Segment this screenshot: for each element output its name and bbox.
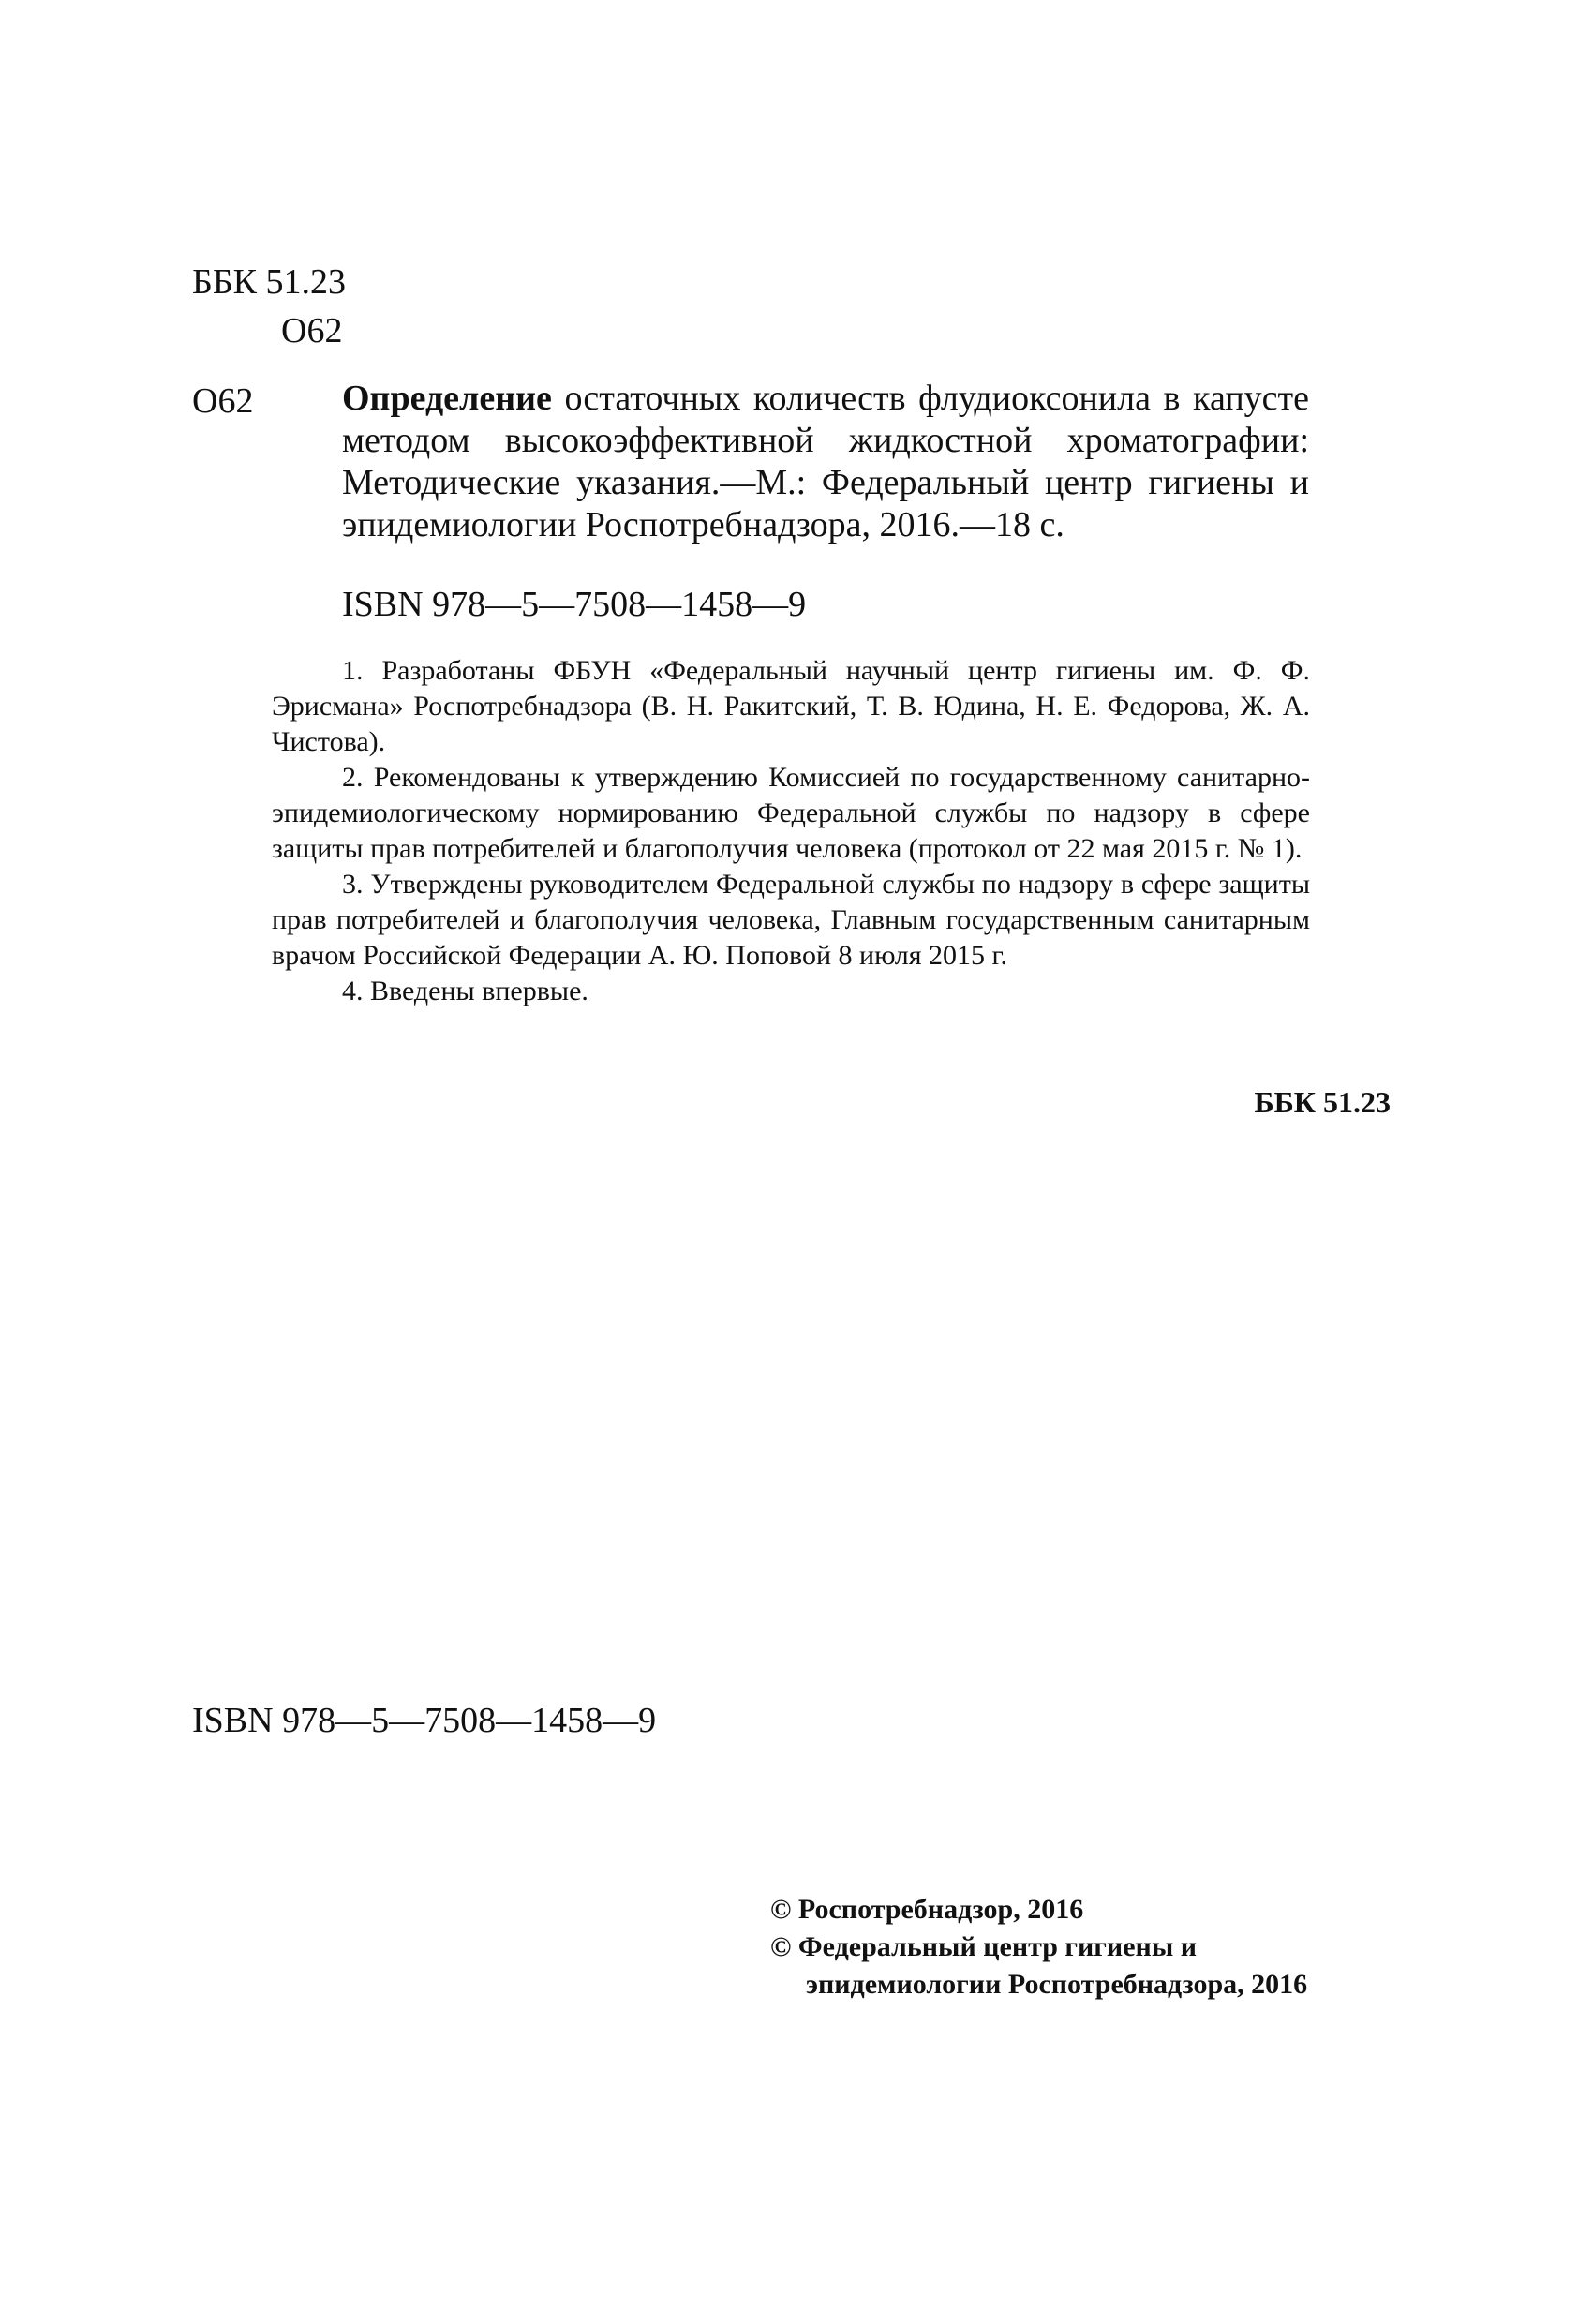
- note-item: 2. Рекомендованы к утверждению Комиссией по государственному санитарно-эпидемиологическому нормированию Федеральной службы по надзору в сфере защиты прав потребителей и благополучия человека (протокол от 22 мая 2015 г. № 1).: [272, 762, 1310, 864]
- bbk-code-right: ББК 51.23: [1254, 1085, 1391, 1119]
- entry-description: остаточных количеств флудиоксонила в капусте методом высокоэффективной жидкостной хроматографии: Методические указания.—М.: Федеральный центр гигиены и эпидемиологии Роспотребнадзора, 2016.—18 с.: [342, 379, 1309, 544]
- note-item: 1. Разработаны ФБУН «Федеральный научный центр гигиены им. Ф. Ф. Эрисмана» Роспотребнадзора (В. Н. Ракитский, Т. В. Юдина, Н. Е. Федорова, Ж. А. Чистова).: [272, 655, 1310, 757]
- entry-code: О62: [192, 381, 254, 421]
- note-item: 3. Утверждены руководителем Федеральной службы по надзору в сфере защиты прав потребителей и благополучия человека, Главным государственным санитарным врачом Российской Федерации А. Ю. Поповой 8 июля 2015 г.: [272, 869, 1310, 971]
- notes-block: [272, 653, 1310, 1009]
- bibliographic-description: [342, 378, 1309, 546]
- bbk-code: ББК 51.23: [192, 262, 346, 302]
- author-mark: О62: [281, 311, 343, 350]
- copyright-line: © Федеральный центр гигиены и: [770, 1931, 1198, 1962]
- copyright-line: © Роспотребнадзор, 2016: [770, 1894, 1084, 1925]
- copyright-line: эпидемиологии Роспотребнадзора, 2016: [806, 1969, 1308, 2000]
- entry-title: Определение: [342, 379, 552, 418]
- bbk-classification: [192, 258, 346, 355]
- isbn-bottom: ISBN 978—5—7508—1458—9: [192, 1701, 657, 1740]
- copyright-block: [770, 1891, 1307, 2004]
- note-item: 4. Введены впервые.: [342, 976, 588, 1006]
- isbn-main: ISBN 978—5—7508—1458—9: [342, 585, 807, 624]
